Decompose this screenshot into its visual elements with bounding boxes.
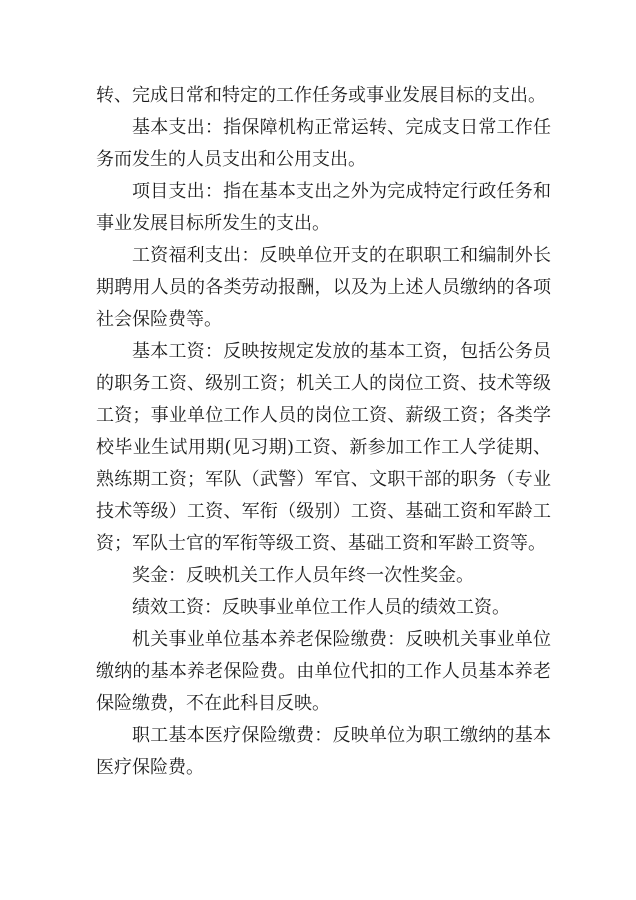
paragraph-basic-wage: 基本工资：反映按规定发放的基本工资，包括公务员的职务工资、级别工资；机关工人的岗位工资、技术等级工资；事业单位工作人员的岗位工资、薪级工资；各类学校毕业生试用期(见习期)工资、新参加工作工人学徒期、熟练期工资；军队（武警）军官、文职干部的职务（专业技术等级）工资、军衔（级别）工资、基础工资和军龄工资；军队士官的军衔等级工资、基础工资和军龄工资等。 bbox=[96, 341, 551, 554]
document-body bbox=[96, 80, 551, 784]
paragraph-project-expenditure: 项目支出：指在基本支出之外为完成特定行政任务和事业发展目标所发生的支出。 bbox=[96, 181, 551, 234]
paragraph-medical-insurance: 职工基本医疗保险缴费：反映单位为职工缴纳的基本医疗保险费。 bbox=[96, 725, 551, 778]
paragraph-pension-insurance: 机关事业单位基本养老保险缴费：反映机关事业单位缴纳的基本养老保险费。由单位代扣的工作人员基本养老保险缴费，不在此科目反映。 bbox=[96, 629, 551, 714]
paragraph-bonus: 奖金：反映机关工作人员年终一次性奖金。 bbox=[132, 565, 474, 586]
paragraph-basic-expenditure: 基本支出：指保障机构正常运转、完成支日常工作任务而发生的人员支出和公用支出。 bbox=[96, 117, 551, 170]
paragraph-performance-wage: 绩效工资：反映事业单位工作人员的绩效工资。 bbox=[132, 597, 510, 618]
paragraph-continuation: 转、完成日常和特定的工作任务或事业发展目标的支出。 bbox=[96, 85, 546, 106]
paragraph-wage-welfare: 工资福利支出：反映单位开支的在职职工和编制外长期聘用人员的各类劳动报酬，以及为上述人员缴纳的各项社会保险费等。 bbox=[96, 245, 551, 330]
